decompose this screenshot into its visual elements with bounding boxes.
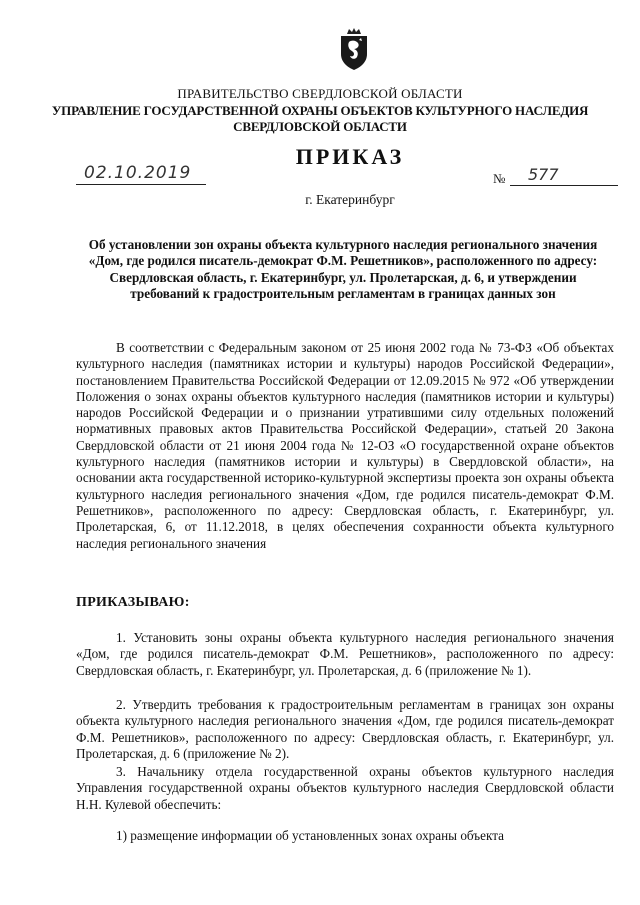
document-title: ПРИКАЗ (295, 144, 405, 169)
city: г. Екатеринбург (305, 192, 395, 207)
order-item-1: 1. Установить зоны охраны объекта культурного наследия регионального значения «Дом, где родился писатель-демократ Ф.М. Решетников», расположенного по адресу: Свердловская область, г. Екатеринбург, ул. Пролетарская, д. 6 (приложение № 1). (76, 630, 614, 678)
order-subitem-1: 1) размещение информации об установленных зонах охраны объекта (116, 828, 504, 843)
order-number-label: № (493, 171, 506, 186)
order-item-3: 3. Начальнику отдела государственной охраны объектов культурного наследия Управления государственной охраны объектов культурного наследия Свердловской области Н.Н. Кулевой обеспечить: (76, 764, 614, 812)
government-name: ПРАВИТЕЛЬСТВО СВЕРДЛОВСКОЙ ОБЛАСТИ (177, 86, 463, 101)
preamble-paragraph: В соответствии с Федеральным законом от 25 июня 2002 года № 73-ФЗ «Об объектах культурного наследия (памятниках истории и культуры) народов Российской Федерации», постановлением Правительства Российской Федерации от 12.09.2015 № 972 «Об утверждении Положения о зонах охраны объектов культурного наследия (памятников истории и культуры) народов Российской Федерации и о признании утратившими силу отдельных положений нормативных правовых актов Правительства Российской Федерации», статьей 20 Закона Свердловской области от 21 июня 2004 года № 12-ОЗ «О государственной охране объектов культурного наследия (памятников истории и культуры) в Свердловской области», на основании акта государственной историко-культурной экспертизы проекта зон охраны объекта культурного наследия регионального значения «Дом, где родился писатель-демократ Ф.М. Решетников», расположенного по адресу: Свердловская область, г. Екатеринбург, ул. Пролетарская, 6, от 11.12.2018, в целях обеспечения сохранности объекта культурного наследия регионального значения (76, 340, 614, 551)
department-line-2: СВЕРДЛОВСКОЙ ОБЛАСТИ (233, 119, 407, 134)
order-number: 577 (510, 165, 618, 186)
department-name (0, 103, 640, 135)
order-item-2: 2. Утвердить требования к градостроительным регламентам в границах зон охраны объекта культурного наследия регионального значения «Дом, где родился писатель-демократ Ф.М. Решетников», расположенного по адресу: Свердловская область, г. Екатеринбург, ул. Пролетарская, д. 6 (приложение № 2). (76, 697, 614, 761)
order-date: 02.10.2019 (76, 162, 206, 185)
department-line-1: УПРАВЛЕНИЕ ГОСУДАРСТВЕННОЙ ОХРАНЫ ОБЪЕКТОВ КУЛЬТУРНОГО НАСЛЕДИЯ (51, 103, 589, 118)
sverdlovsk-coat-of-arms-icon (337, 28, 371, 70)
order-subject: Об установлении зон охраны объекта культурного наследия регионального значения «Дом, где родился писатель-демократ Ф.М. Решетников», расположенного по адресу: Свердловская область, г. Екатеринбург, ул. Пролетарская, д. 6, и утверждении требований к градостроительным регламентам в границах данных зон (88, 237, 598, 301)
order-heading: ПРИКАЗЫВАЮ: (76, 595, 190, 610)
